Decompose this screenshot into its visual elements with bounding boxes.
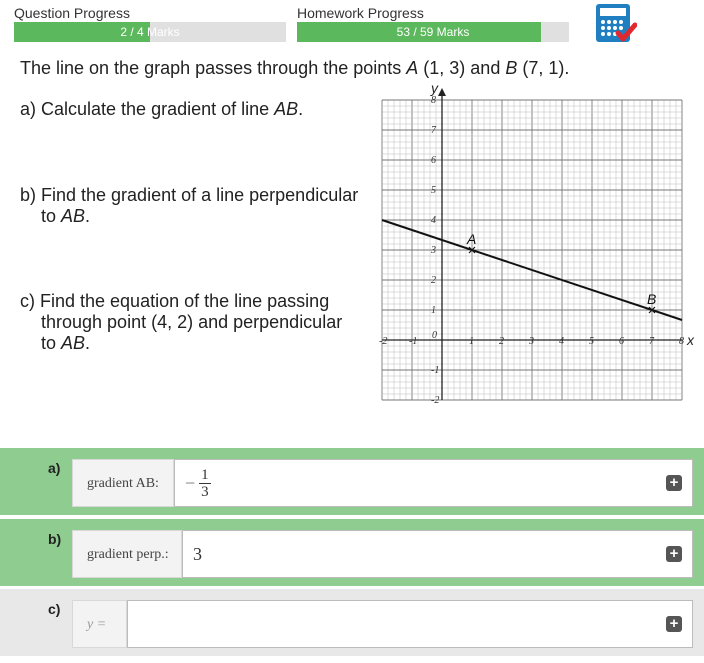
homework-progress-bar (297, 22, 569, 42)
y-axis-arrow (438, 88, 446, 96)
x-tick-label: 8 (679, 336, 684, 347)
expand-plus-icon[interactable]: + (666, 616, 682, 632)
answer-a-fraction (199, 467, 211, 500)
x-tick-label: 1 (469, 336, 474, 347)
y-axis-label: y (431, 80, 438, 96)
x-tick-label: 5 (589, 336, 594, 347)
answer-a-letter: a) (48, 460, 61, 476)
y-tick-label: 8 (431, 95, 436, 106)
answer-a-input[interactable] (174, 459, 693, 507)
answer-b-letter: b) (48, 531, 62, 547)
answer-row-c (0, 589, 704, 656)
answer-b-value: 3 (193, 544, 202, 564)
x-tick-label: 0 (432, 330, 437, 341)
expand-plus-icon[interactable]: + (666, 546, 682, 562)
answer-a-numerator: 1 (201, 466, 209, 483)
homework-progress-text: 53 / 59 Marks (396, 25, 470, 39)
x-axis-label: x (687, 332, 694, 348)
y-tick-label: -2 (431, 395, 440, 406)
question-b: b) Find the gradient of a line perpendicular to AB. (20, 185, 359, 226)
y-tick-label: 3 (431, 245, 436, 256)
expand-plus-icon[interactable]: + (666, 475, 682, 491)
y-tick-label: 1 (431, 305, 436, 316)
y-tick-label: 5 (431, 185, 436, 196)
point-a-label: A (467, 231, 477, 247)
answer-c-label: y = (72, 600, 127, 648)
answer-a-value (185, 460, 211, 506)
x-tick-label: 7 (649, 336, 654, 347)
x-tick-label: 3 (529, 336, 534, 347)
answer-b-label: gradient perp.: (72, 530, 182, 578)
homework-progress-title: Homework Progress (297, 5, 424, 21)
answer-c-letter: c) (48, 601, 61, 617)
y-tick-label: 2 (431, 275, 436, 286)
answer-row-b (0, 519, 704, 586)
question-progress-bar (14, 22, 286, 42)
answer-c-input[interactable] (127, 600, 693, 648)
answer-a-denominator: 3 (201, 483, 209, 500)
calculator-icon[interactable] (595, 3, 637, 45)
question-a: a) Calculate the gradient of line AB. (20, 99, 304, 119)
x-tick-label: -1 (409, 336, 418, 347)
answer-a-label: gradient AB: (72, 459, 174, 507)
question-progress-title: Question Progress (14, 5, 130, 21)
x-tick-label: 2 (499, 336, 504, 347)
question-progress-text: 2 / 4 Marks (120, 25, 180, 39)
answer-a-sign: − (185, 473, 196, 493)
y-tick-label: 4 (431, 215, 436, 226)
y-tick-label: 7 (431, 125, 436, 136)
x-tick-label: 6 (619, 336, 624, 347)
point-b-label: B (647, 291, 657, 307)
coordinate-graph (370, 80, 700, 410)
x-tick-label: -2 (379, 336, 388, 347)
question-intro: The line on the graph passes through the points A (1, 3) and B (7, 1). (20, 58, 570, 78)
answer-row-a (0, 448, 704, 515)
y-tick-label: -1 (431, 365, 440, 376)
x-tick-label: 4 (559, 336, 564, 347)
y-tick-label: 6 (431, 155, 436, 166)
answer-b-input[interactable] (182, 530, 693, 578)
question-c: c) Find the equation of the line passing through point (4, 2) and perpendicular to AB. (20, 291, 343, 353)
